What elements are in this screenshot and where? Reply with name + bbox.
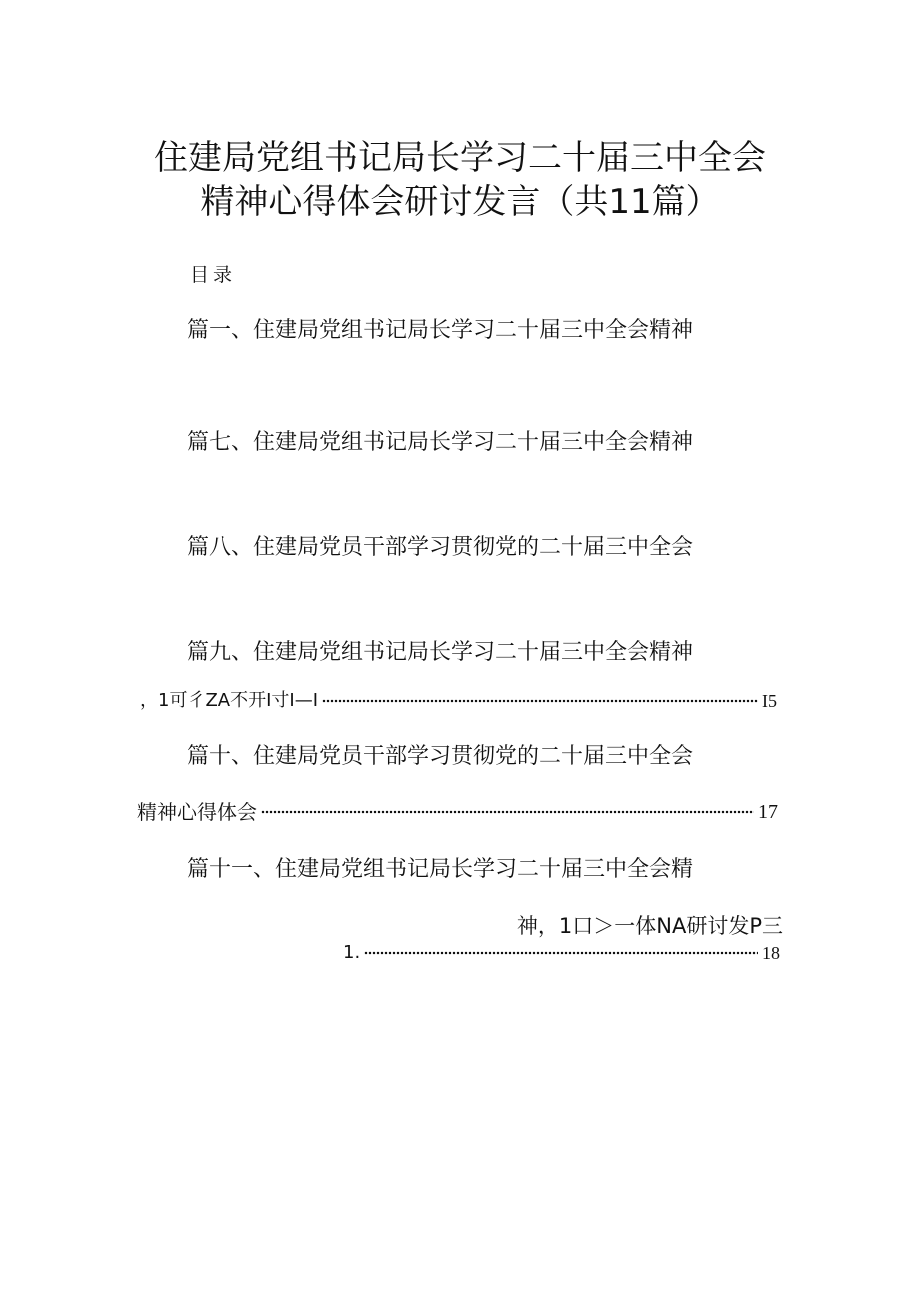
- toc-entry-6-leader-row: [343, 940, 780, 966]
- toc-entry-4: 篇九、住建局党组书记局长学习二十届三中全会精神: [187, 640, 694, 665]
- toc-entry-6-dot-leader: [364, 951, 758, 955]
- toc-entry-6-continuation: 神，1口＞一体NA研讨发P三: [516, 914, 783, 938]
- toc-entry-4-leader-row: [140, 688, 777, 714]
- document-title-line-1: 住建局党组书记局长学习二十届三中全会: [154, 138, 766, 178]
- toc-entry-5-page-number: 17: [758, 801, 778, 823]
- toc-entry-6-page-number: 18: [762, 943, 780, 963]
- toc-entry-3: 篇八、住建局党员干部学习贯彻党的二十届三中全会: [187, 535, 694, 560]
- toc-entry-6-continuation-2: 1.: [343, 942, 361, 963]
- toc-entry-5-dot-leader: [261, 810, 754, 814]
- toc-entry-4-page-number: I5: [762, 691, 777, 711]
- toc-entry-1: 篇一、住建局党组书记局长学习二十届三中全会精神: [187, 318, 694, 343]
- toc-entry-4-dot-leader: [322, 699, 758, 703]
- toc-entry-6: 篇十一、住建局党组书记局长学习二十届三中全会精: [187, 857, 694, 882]
- toc-entry-5-leader-row: [137, 799, 778, 825]
- toc-entry-4-continuation: ，1可彳ZA不开I寸I—I: [140, 690, 319, 711]
- toc-entry-2: 篇七、住建局党组书记局长学习二十届三中全会精神: [187, 430, 694, 455]
- toc-heading: 目录: [190, 264, 237, 286]
- toc-entry-5: 篇十、住建局党员干部学习贯彻党的二十届三中全会: [187, 744, 694, 769]
- document-title-line-2: 精神心得体会研讨发言（共11篇）: [200, 182, 720, 222]
- toc-entry-5-continuation: 精神心得体会: [137, 800, 257, 824]
